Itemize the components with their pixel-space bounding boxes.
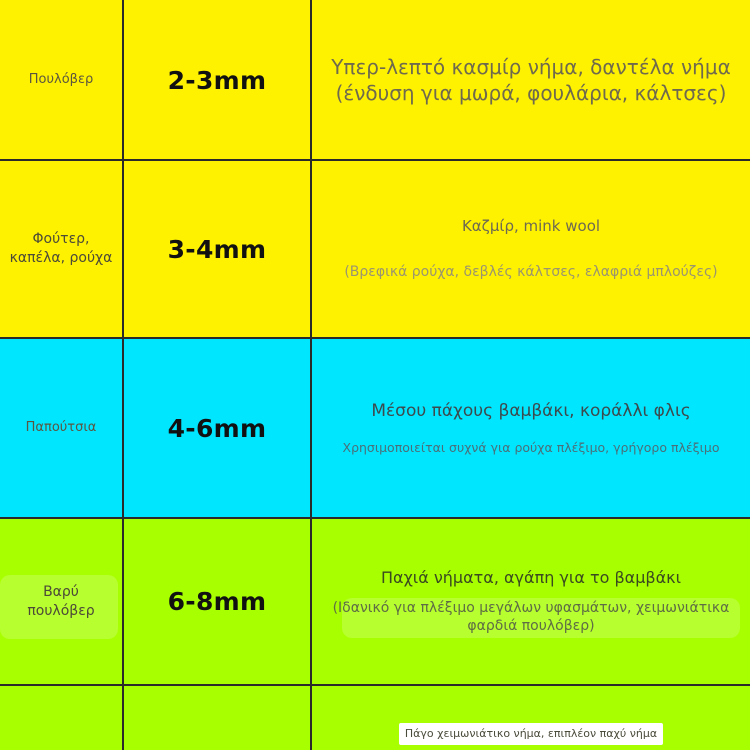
category-cell xyxy=(0,338,122,518)
category-label: Φούτερ, καπέλα, ρούχα xyxy=(9,231,113,266)
table-row xyxy=(0,160,750,338)
needle-size-label: 3-4mm xyxy=(167,234,267,264)
category-cell xyxy=(0,0,122,160)
category-label: Παπούτσια xyxy=(25,420,97,436)
category-cell xyxy=(0,160,122,338)
needle-size-cell xyxy=(122,0,310,160)
needle-size-cell xyxy=(122,338,310,518)
description-cell xyxy=(310,518,750,685)
row-divider xyxy=(0,159,750,161)
category-label: Πουλόβερ xyxy=(28,72,94,88)
description-main: Πάγο χειμωνιάτικο νήμα, επιπλέον παχύ νήμα xyxy=(399,723,663,745)
row-divider xyxy=(0,684,750,686)
description-main: Καζμίρ, mink wool xyxy=(461,217,601,236)
description-cell xyxy=(310,160,750,338)
description-main: Υπερ-λεπτό κασμίρ νήμα, δαντέλα νήμα (ένδυση για μωρά, φουλάρια, κάλτσες) xyxy=(331,55,731,105)
category-cell xyxy=(0,685,122,750)
table-row xyxy=(0,518,750,685)
description-cell xyxy=(310,338,750,518)
description-main: Μέσου πάχους βαμβάκι, κοράλλι φλις xyxy=(371,400,691,421)
table-row xyxy=(0,338,750,518)
needle-size-label: 6-8mm xyxy=(167,587,267,616)
needle-size-cell xyxy=(122,685,310,750)
needle-size-cell xyxy=(122,160,310,338)
row-divider xyxy=(0,337,750,339)
category-cell xyxy=(0,518,122,685)
description-sub: Χρησιμοποιείται συχνά για ρούχα πλέξιμο, γρήγορο πλέξιμο xyxy=(342,439,720,455)
category-label: Βαρύ πουλόβερ xyxy=(27,583,95,619)
description-sub: (Βρεφικά ρούχα, δεβλές κάλτσες, ελαφριά μπλούζες) xyxy=(344,263,718,280)
needle-size-label: 4-6mm xyxy=(167,413,267,443)
description-cell xyxy=(310,685,750,750)
table-row xyxy=(0,0,750,160)
row-divider xyxy=(0,517,750,519)
description-main: Παχιά νήματα, αγάπη για το βαμβάκι xyxy=(380,567,681,587)
needle-size-label: 2-3mm xyxy=(167,65,267,95)
table-row xyxy=(0,685,750,750)
description-cell xyxy=(310,0,750,160)
description-sub: (Ιδανικό για πλέξιμο μεγάλων υφασμάτων, χειμωνιάτικα φαρδιά πουλόβερ) xyxy=(332,599,730,634)
needle-size-cell xyxy=(122,518,310,685)
